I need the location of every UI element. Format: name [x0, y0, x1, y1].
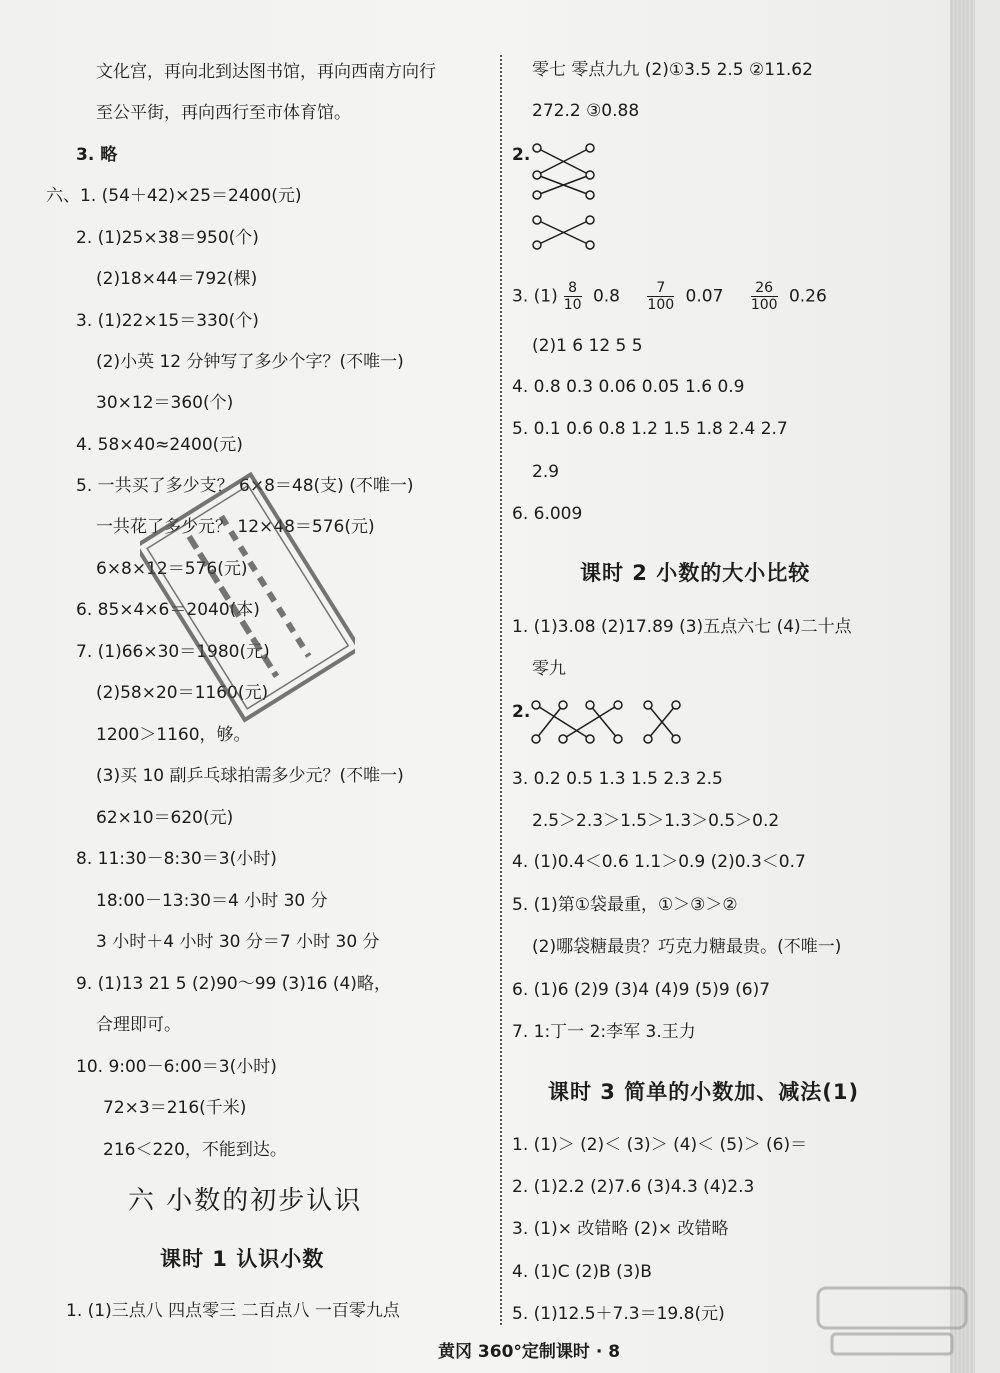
answer-line: 2. (1)25×38＝950(个): [76, 228, 259, 248]
answer-line: 6. (1)6 (2)9 (3)4 (4)9 (5)9 (6)7: [512, 980, 771, 1000]
answer-line: 至公平街，再向西行至市体育馆。: [96, 103, 351, 123]
unit-heading: 六 小数的初步认识: [128, 1186, 363, 1216]
answer-line: 4. 0.8 0.3 0.06 0.05 1.6 0.9: [512, 377, 745, 397]
answer-line: (3)买 10 副乒乓球拍需多少元？(不唯一): [96, 766, 404, 786]
corner-watermark-logo: [812, 1280, 972, 1360]
answer-line: 7. 1:丁一 2:李军 3.王力: [512, 1022, 696, 1042]
answer-line: (2)哪袋糖最贵？巧克力糖最贵。(不唯一): [532, 937, 842, 957]
lesson-heading: 课时 3 简单的小数加、减法(1): [548, 1080, 860, 1104]
page-edge: [950, 0, 975, 1373]
answer-line: 2.5＞2.3＞1.5＞1.3＞0.5＞0.2: [532, 811, 780, 831]
answer-line: 72×3＝216(千米): [103, 1098, 247, 1118]
answer-line: 62×10＝620(元): [96, 808, 234, 828]
answer-line: 零七 零点九九 (2)①3.5 2.5 ②11.62: [532, 60, 813, 80]
ink-stamp: [140, 470, 355, 725]
fraction-answer-line: [512, 280, 827, 313]
answer-line: 216＜220，不能到达。: [103, 1140, 287, 1160]
fraction-denominator: 100: [647, 297, 675, 313]
answer-line: 4. (1)C (2)B (3)B: [512, 1262, 652, 1282]
answer-line: (2)58×20＝1160(元): [96, 683, 269, 703]
answer-line: 5. (1)第①袋最重，①＞③＞②: [512, 895, 738, 915]
answer-line: 零九: [532, 659, 566, 679]
answer-line: 3 小时＋4 小时 30 分＝7 小时 30 分: [96, 932, 380, 952]
answer-line: 9. (1)13 21 5 (2)90～99 (3)16 (4)略，: [76, 974, 391, 994]
decimal-value: 0.07: [685, 286, 724, 307]
answer-line: 5. 0.1 0.6 0.8 1.2 1.5 1.8 2.4 2.7: [512, 419, 788, 439]
decimal-value: 0.8: [592, 286, 620, 307]
matching-lines-diagram: [530, 140, 600, 260]
answer-line: 3. 0.2 0.5 1.3 1.5 2.3 2.5: [512, 769, 723, 789]
answer-line: 4. 58×40≈2400(元): [76, 435, 243, 455]
answer-line: 6. 6.009: [512, 504, 583, 524]
answer-line: 30×12＝360(个): [96, 393, 234, 413]
lesson-heading: 课时 1 认识小数: [160, 1247, 325, 1271]
fraction-numerator: 8: [564, 280, 582, 297]
fraction: [647, 280, 674, 313]
item-label: 3. (1): [512, 286, 558, 307]
answer-line: 1. (1)＞ (2)＜ (3)＞ (4)＜ (5)＞ (6)＝: [512, 1135, 808, 1155]
lesson-heading: 课时 2 小数的大小比较: [580, 561, 811, 585]
answer-line: 3. (1)× 改错略 (2)× 改错略: [512, 1219, 729, 1239]
answer-line: 5. (1)12.5＋7.3＝19.8(元): [512, 1304, 725, 1324]
answer-line: 18:00－13:30＝4 小时 30 分: [96, 891, 328, 911]
answer-line: 一共花了多少元？ 12×48＝576(元): [96, 517, 375, 537]
fraction-numerator: 7: [647, 280, 674, 297]
answer-line: (2)1 6 12 5 5: [532, 336, 643, 356]
answer-line: 5. 一共买了多少支？ 6×8＝48(支) (不唯一): [76, 476, 414, 496]
answer-line: 272.2 ③0.88: [532, 101, 640, 121]
fraction-numerator: 26: [751, 280, 778, 297]
fraction: [564, 280, 582, 313]
answer-line: 6×8×12＝576(元): [96, 559, 248, 579]
answer-line: 4. (1)0.4＜0.6 1.1＞0.9 (2)0.3＜0.7: [512, 852, 806, 872]
answer-line: 合理即可。: [96, 1015, 181, 1035]
answer-line: 7. (1)66×30＝1980(元): [76, 642, 270, 662]
page-footer: 黄冈 360°定制课时 · 8: [438, 1342, 621, 1362]
answer-line: 6. 85×4×6＝2040(本): [76, 600, 260, 620]
answer-line: 2.9: [532, 462, 560, 482]
fraction: [751, 280, 778, 313]
answer-line: 3. 略: [76, 145, 118, 165]
answer-line: 8. 11:30－8:30＝3(小时): [76, 849, 277, 869]
answer-line: 3. (1)22×15＝330(个): [76, 311, 259, 331]
answer-line: 文化宫，再向北到达图书馆，再向西南方向行: [96, 62, 436, 82]
column-divider: [500, 55, 502, 1325]
matching-lines-diagram: [528, 697, 688, 747]
answer-line: (2)18×44＝792(棵): [96, 269, 258, 289]
answer-line: 1. (1)三点八 四点零三 二百点八 一百零九点: [66, 1301, 400, 1321]
answer-line: 2.: [512, 702, 531, 722]
answer-line: 六、1. (54＋42)×25＝2400(元): [46, 186, 302, 206]
answer-line: 1200＞1160，够。: [96, 725, 251, 745]
fraction-denominator: 10: [563, 297, 582, 313]
answer-line: (2)小英 12 分钟写了多少个字？(不唯一): [96, 352, 404, 372]
decimal-value: 0.26: [788, 286, 827, 307]
answer-line: 1. (1)3.08 (2)17.89 (3)五点六七 (4)二十点: [512, 617, 852, 637]
answer-line: 2. (1)2.2 (2)7.6 (3)4.3 (4)2.3: [512, 1177, 755, 1197]
fraction-denominator: 100: [750, 297, 778, 313]
answer-line: 10. 9:00－6:00＝3(小时): [76, 1057, 277, 1077]
answer-line: 2.: [512, 145, 531, 165]
